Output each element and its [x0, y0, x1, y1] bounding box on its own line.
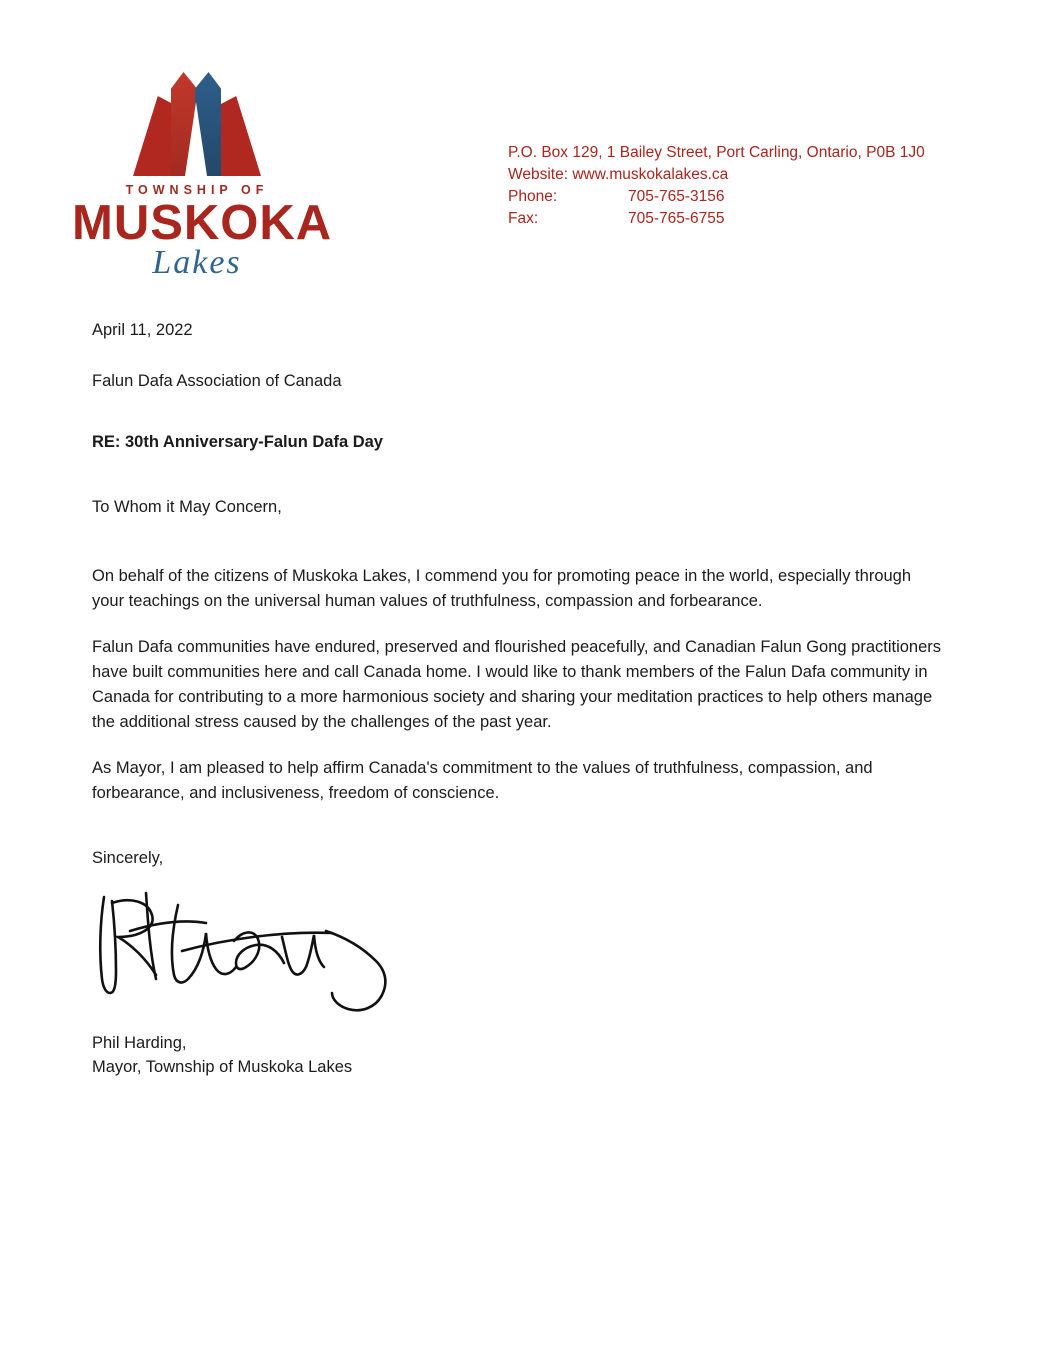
letter-date: April 11, 2022: [92, 321, 193, 339]
contact-fax-row: [508, 208, 925, 230]
contact-fax-value: 705-765-6755: [628, 210, 725, 227]
contact-phone-row: [508, 186, 925, 208]
letter-recipient: Falun Dafa Association of Canada: [92, 372, 342, 390]
letterhead: [0, 0, 1043, 290]
contact-fax-label: Fax:: [508, 210, 539, 227]
signer-block: [92, 1031, 947, 1079]
contact-address: P.O. Box 129, 1 Bailey Street, Port Carling, Ontario, P0B 1J0: [508, 144, 925, 161]
logo-mark-icon: [107, 72, 287, 177]
letter-body: [92, 318, 947, 1079]
letter-closing: Sincerely,: [92, 849, 164, 867]
township-logo: [72, 72, 333, 281]
contact-info: [508, 142, 925, 230]
logo-left-wing: [133, 96, 173, 176]
letter-paragraph: On behalf of the citizens of Muskoka Lakes, I commend you for promoting peace in the world, especially through your teachings on the universal human values of truthfulness, compassion and forbearance.: [92, 567, 912, 610]
letter-paragraph: Falun Dafa communities have endured, preserved and flourished peacefully, and Canadian Falun Gong practitioners have built communities here and call Canada home. I would like to thank members of the Falun Dafa community in Canada for contributing to a more harmonious society and sharing your meditation practices to help others manage the additional stress caused by the challenges of the past year.: [92, 638, 942, 731]
letter-salutation: To Whom it May Concern,: [92, 498, 282, 516]
contact-website[interactable]: Website: www.muskokalakes.ca: [508, 166, 729, 183]
logo-right-wing: [221, 96, 261, 176]
logo-name-text: MUSKOKA: [72, 196, 333, 250]
contact-phone-value: 705-765-3156: [628, 188, 725, 205]
logo-script-text: Lakes: [152, 244, 242, 281]
signer-name: Phil Harding,: [92, 1034, 187, 1052]
contact-phone-label: Phone:: [508, 188, 558, 205]
letter-paragraph: As Mayor, I am pleased to help affirm Canada's commitment to the values of truthfulness, compassion, and forbearance, and inclusiveness, freedom of conscience.: [92, 759, 873, 802]
signer-title: Mayor, Township of Muskoka Lakes: [92, 1058, 353, 1076]
letter-subject: RE: 30th Anniversary-Falun Dafa Day: [92, 433, 383, 451]
signature-icon: [86, 875, 416, 1025]
logo-township-text: TOWNSHIP OF: [125, 183, 269, 197]
